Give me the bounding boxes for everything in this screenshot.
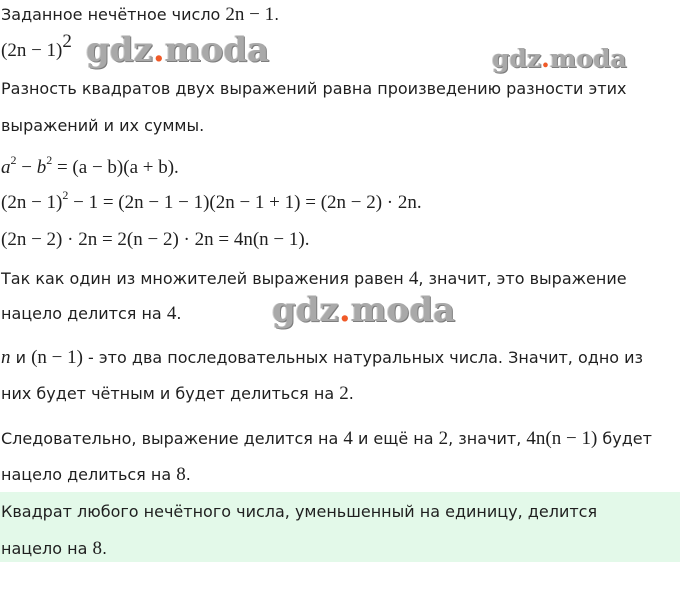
formula-factorization: $(2n - 1)^2 - 1 = (2n - 1 - 1)(2n - 1 + 1) = (2n - 2) \cdot 2n$. xyxy=(1,188,422,213)
para3-line2: нацело делиться на 8. xyxy=(1,464,191,485)
rule-text-line2: выражений и их суммы. xyxy=(1,116,205,135)
para1-line2: нацело делится на 4. xyxy=(1,303,182,324)
para2-line2: них будет чётным и будет делиться на 2. xyxy=(1,383,354,404)
para1-line1: Так как один из множителей выражения равен 4, значит, это выражение xyxy=(1,268,627,289)
conclusion-line2: нацело на 8. xyxy=(1,538,108,559)
expression-squared: $(2n - 1)^2$ xyxy=(1,31,72,61)
rule-text-line1: Разность квадратов двух выражений равна произведению разности этих xyxy=(1,79,627,98)
formula-difference-of-squares: $a^2 - b^2 = (a - b)(a + b)$. xyxy=(1,153,179,178)
intro-line: Заданное нечётное число 2n − 1. xyxy=(1,4,280,25)
formula-simplification: (2n − 2) · 2n = 2(n − 2) · 2n = 4n(n − 1). xyxy=(1,229,310,250)
para3-line1: Следовательно, выражение делится на 4 и ещё на 2, значит, 4n(n − 1) будет xyxy=(1,428,652,449)
para2-line1: n и (n − 1) - это два последовательных натуральных числа. Значит, одно из xyxy=(1,347,644,368)
watermark-logo: gdz.moda xyxy=(86,30,270,70)
conclusion-line1: Квадрат любого нечётного числа, уменьшенный на единицу, делится xyxy=(1,502,598,521)
watermark-logo: gdz.moda xyxy=(492,44,627,73)
watermark-logo: gdz.moda xyxy=(272,290,456,330)
